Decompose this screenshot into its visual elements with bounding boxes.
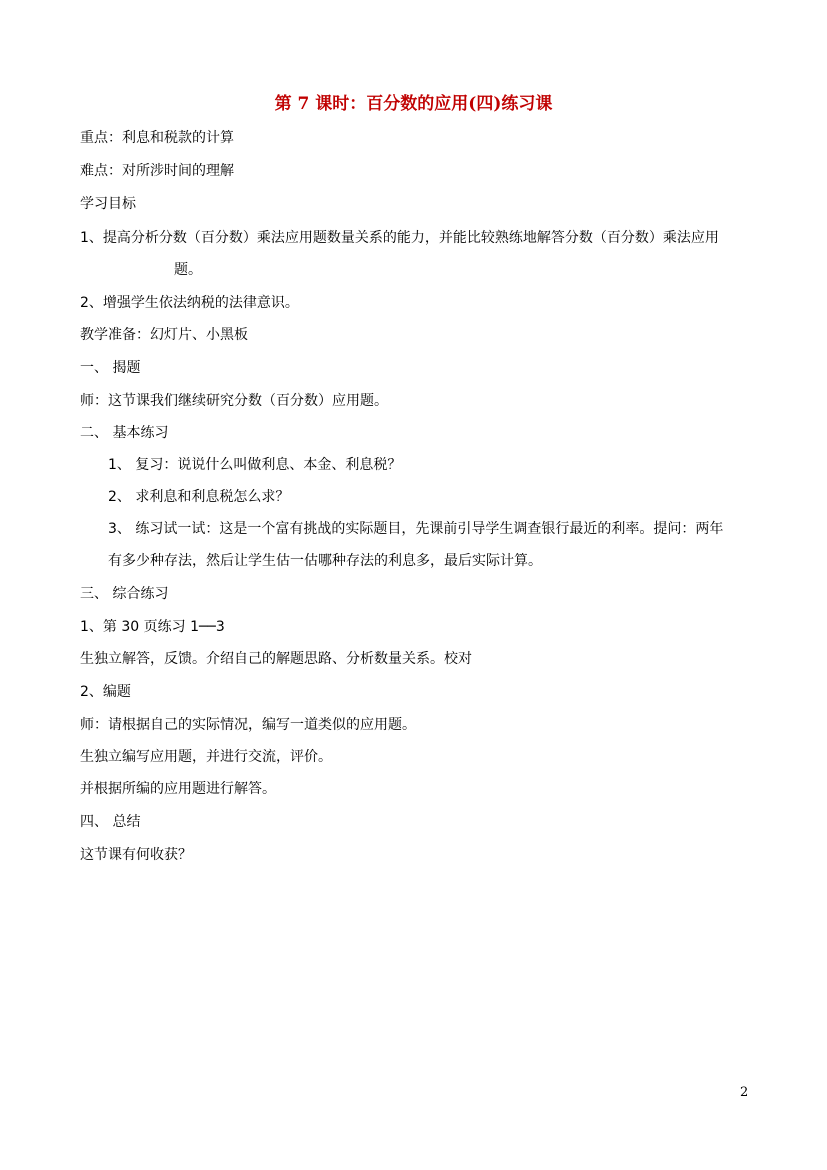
basic-exercise-3: 3、 练习试一试：这是一个富有挑战的实际题目，先课前引导学生调查银行最近的利率。提问：两年 xyxy=(108,521,724,537)
summary-question: 这节课有何收获？ xyxy=(80,847,192,863)
difficult-point: 难点：对所涉时间的理解 xyxy=(80,163,234,179)
section-heading-1: 一、 揭题 xyxy=(80,360,141,376)
basic-exercise-3-continued: 有多少种存法，然后让学生估一估哪种存法的利息多，最后实际计算。 xyxy=(108,553,542,569)
section-heading-2: 二、 基本练习 xyxy=(80,425,169,441)
comprehensive-exercise-2: 2、编题 xyxy=(80,684,131,700)
student-writing: 生独立编写应用题，并进行交流，评价。 xyxy=(80,749,332,765)
lesson-title: 第 7 课时：百分数的应用(四)练习课 xyxy=(274,94,553,114)
basic-exercise-1: 1、 复习：说说什么叫做利息、本金、利息税？ xyxy=(108,457,402,473)
page-number: 2 xyxy=(740,1085,749,1100)
comprehensive-exercise-1: 1、第 30 页练习 1──3 xyxy=(80,619,225,635)
key-point: 重点：利息和税款的计算 xyxy=(80,130,234,146)
student-solving: 并根据所编的应用题进行解答。 xyxy=(80,781,276,797)
learning-goals-heading: 学习目标 xyxy=(80,196,136,212)
teacher-instruction: 师：请根据自己的实际情况，编写一道类似的应用题。 xyxy=(80,717,416,733)
section-heading-3: 三、 综合练习 xyxy=(80,586,169,602)
goal-1: 1、提高分析分数（百分数）乘法应用题数量关系的能力，并能比较熟练地解答分数（百分数）乘法应用 xyxy=(80,230,719,246)
student-answer: 生独立解答，反馈。介绍自己的解题思路、分析数量关系。校对 xyxy=(80,651,472,667)
section-heading-4: 四、 总结 xyxy=(80,814,141,830)
teaching-preparation: 教学准备：幻灯片、小黑板 xyxy=(80,327,248,343)
teacher-intro: 师：这节课我们继续研究分数（百分数）应用题。 xyxy=(80,393,388,409)
goal-2: 2、增强学生依法纳税的法律意识。 xyxy=(80,295,299,311)
basic-exercise-2: 2、 求利息和利息税怎么求？ xyxy=(108,489,290,505)
goal-1-continued: 题。 xyxy=(174,262,202,278)
